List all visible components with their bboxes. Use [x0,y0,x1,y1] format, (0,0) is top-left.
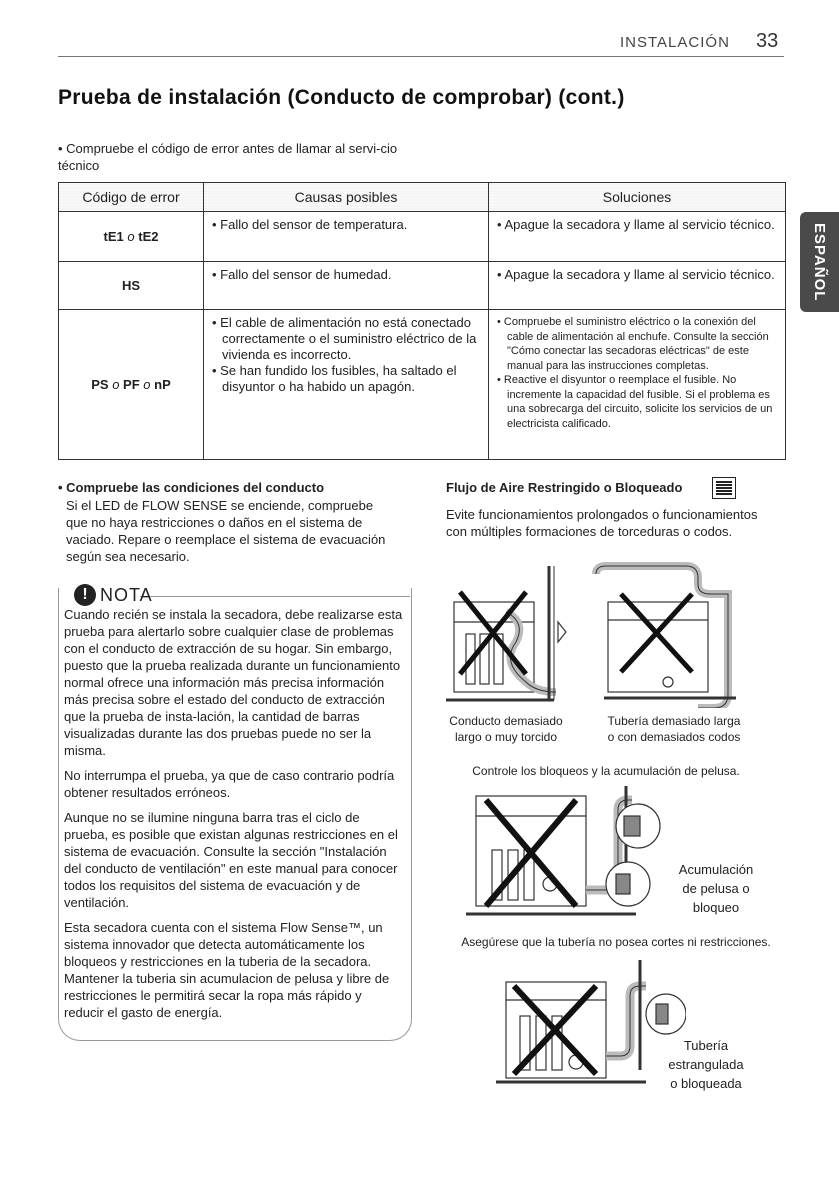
caption-line: largo o muy torcido [454,730,558,744]
section-title: INSTALACIÓN [620,34,730,51]
solution-item: • Apague la secadora y llame al servicio técnico. [497,267,777,283]
error-code-cell [59,212,204,262]
warning-icon: ! [74,584,96,606]
cause-item: • Fallo del sensor de humedad. [212,267,480,283]
cause-item: • El cable de alimentación no está conectado correctamente o el suministro eléctrico de la vivienda es incorrecto. [212,315,480,363]
note-paragraph: Cuando recién se instala la secadora, debe realizarse esta prueba para alertarlo sobre cualquier clase de problemas con el conducto de extracción de su hogar. Sin embargo, puesto que la prueba realizada durante un funcionamiento normal ofrece una información más precisa información más precisa sobre el estado del conducto de extracción que la prueba de insta-lación, la cantidad de barras visualizadas durante las dos pruebas puede no ser la misma. [64,607,403,758]
table-row [59,262,786,310]
note-paragraph: No interrumpa el prueba, ya que de caso contrario podría obtener resultados erróneos. [64,768,395,800]
note-text [64,606,404,1029]
col-header-causes: Causas posibles [204,183,489,212]
note-paragraph: Aunque no se ilumine ninguna barra tras el ciclo de prueba, es posible que existan algunas restricciones en el sistema de evacuación. Consulte la sección "Instalación del conducto de ventilación" en este manual para conocer todos los requisitos del sistema de evacuación y de ventilación. [64,810,398,910]
page-title: Prueba de instalación (Conducto de comprobar) (cont.) [58,86,625,109]
error-code: tE1 [103,229,124,244]
code-separator: o [127,229,135,244]
note-paragraph: Esta secadora cuenta con el sistema Flow Sense™, un sistema innovador que detecta automáticamente los bloqueos y restricciones en la tuberia de la secadora. Mantener la tuberia sin acumulacion de pelusa y libre de restricciones le permitirá secar la ropa más rápido y reducir el gasto de energía. [64,920,390,1020]
solution-item: • Compruebe el suministro eléctrico o la conexión del cable de alimentación al enchufe. Consulte la sección "Cómo conectar las secadoras eléctricas" de este manual para las instrucciones completas. [497,315,777,373]
code-separator: o [143,377,151,392]
crushed-duct-label [656,1036,756,1093]
language-tab: ESPAÑOL [800,212,839,312]
airflow-heading: Flujo de Aire Restringido o Bloqueado [446,480,683,495]
duct-illustration-top [446,562,746,708]
code-separator: o [112,377,120,392]
solution-cell [489,262,786,310]
label-line: bloqueo [692,900,740,915]
duct-check-caption: Asegúrese que la tubería no posea cortes ni restricciones. [461,935,771,949]
flow-sense-display-icon [712,477,736,499]
label-line: Tubería [683,1038,729,1053]
error-code: tE2 [138,229,159,244]
duct-check-heading: • Compruebe las condiciones del conducto [58,480,325,495]
caption-line: o con demasiados codos [607,730,741,744]
table-row [59,310,786,460]
label-line: estrangulada [668,1057,744,1072]
cause-item: • Se han fundido los fusibles, ha saltado el disyuntor o ha habido un apagón. [212,363,480,395]
error-code: PS [91,377,109,392]
header-divider [58,56,784,57]
cause-cell [204,212,489,262]
solution-item: • Apague la secadora y llame al servicio técnico. [497,217,777,233]
dryer-too-long-duct-figure [446,566,566,700]
intro-text: • Compruebe el código de error antes de llamar al servi-cio técnico [58,141,398,173]
lint-check-caption: Controle los bloqueos y la acumulación de pelusa. [472,764,740,778]
cause-cell [204,310,489,460]
solution-cell [489,310,786,460]
label-line: Acumulación [678,862,754,877]
cause-cell [204,262,489,310]
note-divider [140,596,410,597]
error-code-cell [59,262,204,310]
lint-blockage-figure [466,780,686,922]
table-row [59,212,786,262]
label-line: o bloqueada [670,1076,742,1091]
dryer-many-elbows-figure [596,566,736,708]
col-header-solutions: Soluciones [489,183,786,212]
duct-check-body: Si el LED de FLOW SENSE se enciende, compruebe que no haya restricciones o daños en el sistema de vaciado. Repare o reemplace el sistema de evacuación según sea necesario. [66,498,386,564]
airflow-body: Evite funcionamientos prolongados o funcionamientos con múltiples formaciones de torceduras o codos. [446,507,758,539]
lint-label [676,860,756,917]
col-header-code: Código de error [59,183,204,212]
solution-item: • Reactive el disyuntor o reemplace el fusible. No incremente la capacidad del fusible. Si el problema es una sobrecarga del circuito, solicite los servicios de un electricista calificado. [497,373,777,431]
error-code: nP [154,377,171,392]
cause-item: • Fallo del sensor de temperatura. [212,217,480,233]
error-code-cell [59,310,204,460]
caption-line: Tubería demasiado larga [607,714,741,728]
note-label: NOTA [100,585,153,605]
intro-label: Compruebe el código de error antes de llamar al servi-cio técnico [58,141,398,173]
page-number: 33 [756,30,779,52]
label-line: de pelusa o [682,881,750,896]
error-code-table [58,182,786,460]
figure-caption [594,713,754,745]
caption-line: Conducto demasiado [449,714,563,728]
error-code: HS [121,278,141,293]
figure-caption [446,713,566,745]
solution-cell [489,212,786,262]
error-code: PF [123,377,140,392]
